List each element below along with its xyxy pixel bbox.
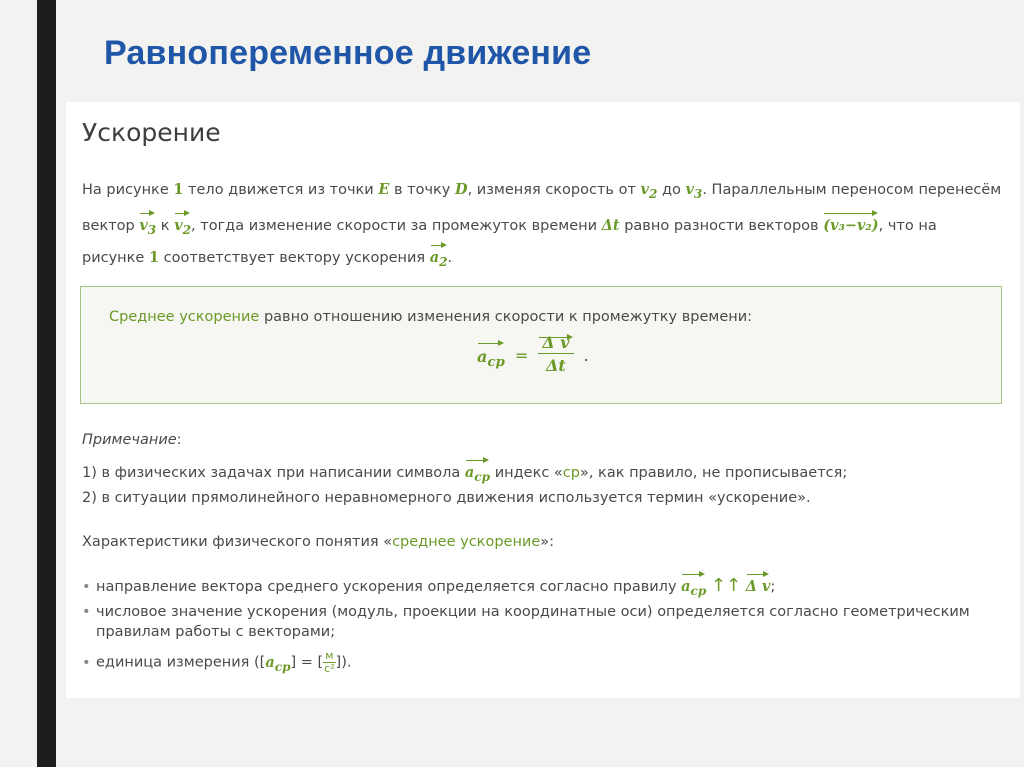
vector-a2: $a_2$ [430,243,448,268]
left-accent-bar [37,0,56,767]
note-item-1: 1) в физических задачах при написании символа $a_{ср}$ индекс «ср», как правило, не прописывается; [82,458,847,483]
characteristics-heading: Характеристики физического понятия «среднее ускорение»: [82,534,555,550]
bullet: • [82,654,91,671]
point-d: D [455,181,468,198]
note-heading: Примечание: [82,432,182,448]
content-panel [66,102,1020,698]
bullet: • [82,604,91,620]
figure-ref: 1 [173,181,184,198]
formula-period: . [583,345,589,365]
formula-equals: = [514,345,529,365]
bullet: • [82,579,91,595]
formula-denominator: Δt [545,356,566,375]
delta-t: Δt [601,216,620,234]
formula-lhs: $a_{ср}$ [477,341,505,370]
speed-v3: $v_3$ [685,181,703,201]
slide-title: Равнопеременное движение [104,34,592,72]
vector-v3: $v_3$ [139,211,156,236]
average-acceleration-formula [477,335,589,375]
note-item-2: 2) в ситуации прямолинейного неравномерного движения используется термин «ускорение». [82,490,811,506]
intro-paragraph: На рисунке 1 тело движется из точки E в точку D, изменяя скорость от $v_2$ до $v_3$. Параллельным переносом перенесём вектор $v_3$ к $v_2$, тогда изменение скорости за промежуток времени Δt равно разности векторов (v₃−v₂), что на рисунке 1 соответствует вектору ускорения $a_2$. [82,181,1002,269]
list-item: • числовое значение ускорения (модуль, проекции на координатные оси) определяется согласно геометрическим правилам работы с векторами; [82,604,970,640]
list-item: • направление вектора среднего ускорения определяется согласно правилу $a_{ср}$ ↑↑ Δ v; [82,572,775,597]
definition-box [80,286,1002,404]
section-title: Ускорение [82,118,221,147]
vector-v2: $v_2$ [174,211,191,236]
list-item: • единица измерения ($[a_{ср}]$ = [ $\frac{м}{\text{с²}}$ ]). [82,649,352,675]
unit-fraction: $\frac{м}{\text{с²}}$ [324,649,335,675]
vector-difference: (v₃−v₂) [823,211,878,234]
formula-fraction [538,335,573,375]
delta-v-vector: Δ v [746,572,771,595]
symbol-a-sr: $a_{ср}$ [681,572,706,597]
figure-ref-2: 1 [148,248,160,266]
point-e: E [378,181,390,198]
symbol-a-sr: $a_{ср}$ [465,458,490,483]
definition-term: Среднее ускорение [109,309,260,325]
definition-text: Среднее ускорение равно отношению изменения скорости к промежутку времени: [109,309,753,325]
speed-v2: $v_2$ [640,181,658,201]
symbol-a-sr: $a_{ср}$ [265,653,291,674]
formula-numerator: Δ v [538,335,573,354]
codirectional-arrows-icon: ↑↑ [710,575,742,596]
